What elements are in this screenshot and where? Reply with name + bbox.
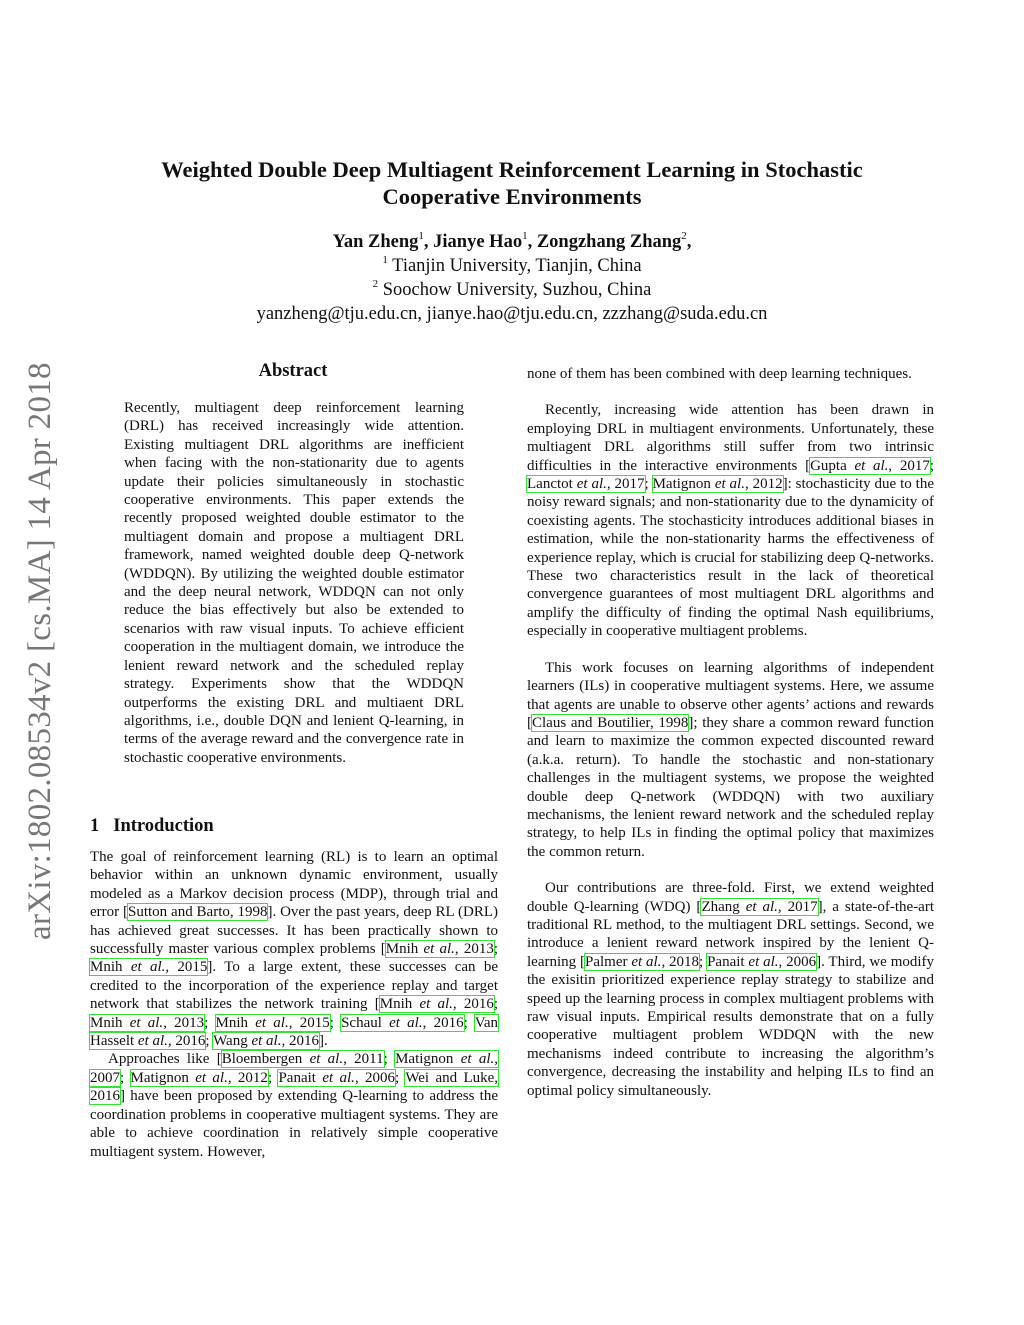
section-title: Introduction: [113, 816, 214, 836]
intro-paragraph-4: [527, 401, 934, 640]
citation-zhang[interactable]: [701, 899, 817, 915]
text-run: Recently, increasing wide attention has been drawn in employing DRL in multiagent environments. Unfortunately, these multiagent DRL algorithms still suffer from two intrinsic difficulties in the interactive environments [: [527, 402, 934, 474]
citation-year: , 2006: [354, 1069, 396, 1086]
citation-etal: et al.: [389, 1014, 423, 1031]
citation-year: , 2015: [165, 959, 208, 976]
citation-mnih-2016[interactable]: [380, 996, 494, 1012]
citation-year: , 2011: [343, 1051, 384, 1068]
affiliation-1-text: Tianjin University, Tianjin, China: [387, 256, 642, 276]
intro-paragraph-3: none of them has been combined with deep learning techniques.: [527, 366, 912, 382]
arxiv-stamp: arXiv:1802.08534v2 [cs.MA] 14 Apr 2018: [22, 362, 58, 940]
citation-author: Mnih: [215, 1014, 256, 1031]
text-run: This work focuses on learning algorithms of independent learners (ILs) in cooperative multiagent systems. Here, we assume that agents are unable to observe other agents’ actions and rewards [: [527, 659, 934, 731]
separator: ;: [493, 941, 498, 958]
separator: ;: [699, 953, 708, 970]
citation-sutton[interactable]: Sutton and Barto, 1998: [128, 904, 268, 921]
citation-author: Zhang: [701, 898, 746, 915]
citation-etal: et al.: [255, 1014, 289, 1031]
citation-year: , 2017: [888, 457, 930, 474]
citation-etal: et al.: [419, 996, 453, 1013]
citation-year: , 2017: [606, 476, 645, 493]
separator: ;: [205, 1033, 214, 1050]
citation-etal: et al.: [130, 959, 166, 976]
citation-author: Wang: [213, 1033, 252, 1050]
author-1: Yan Zheng: [332, 232, 419, 252]
citation-etal: et al.: [251, 1033, 282, 1050]
citation-author: Gupta: [810, 457, 855, 474]
citation-year: , 2018: [661, 953, 700, 970]
citation-year: , 2016: [452, 996, 494, 1013]
citation-schaul[interactable]: [341, 1015, 463, 1031]
citation-etal: et al.: [137, 1033, 168, 1050]
author-emails: yanzheng@tju.edu.cn, jianye.hao@tju.edu.cn, zzzhang@suda.edu.cn: [256, 304, 768, 324]
citation-mnih-2015[interactable]: [90, 959, 207, 975]
citation-author: Bloembergen: [221, 1051, 310, 1068]
author-list: [100, 232, 924, 253]
citation-etal: et al.: [423, 941, 455, 958]
citation-author: Matignon: [395, 1051, 461, 1068]
citation-author: Van Hasselt: [90, 1014, 499, 1050]
text-run: ]; they share a common reward function and learn to maximize the common expected discounted reward (a.k.a. return). To handle the stochastic and non-stationary challenges in the multiagent systems, we propose the weighted double deep Q-network (WDDQN) with two auxiliary mechanisms, the lenient reward network and the scheduled replay strategy, to help ILs in finding the optimal policy that maximizes the common return.: [527, 714, 934, 860]
text-run: ]. Over the past years, deep RL (DRL) has achieved great successes. It has been practically shown to successfully master various complex problems [: [90, 904, 498, 958]
paper-title: [100, 156, 924, 210]
author-tail: ,: [686, 232, 692, 252]
separator: ;: [204, 1014, 216, 1031]
citation-lanctot[interactable]: [527, 476, 645, 492]
text-run: ]. Third, we modify the exisitin prioritized experience replay strategy to stabilize and speed up the learning process in complex multiagent problems with raw visual inputs. Empirical results demonstrate that on a fully cooperative multiagent problem WDDQN with the new mechanisms indeed contribute to increasing the algorithm’s convergence, decreasing the instability and helping ILs to find an optimal policy simultaneously.: [527, 953, 935, 1099]
separator: ;: [267, 1069, 279, 1086]
citation-author: Lanctot: [527, 476, 577, 493]
text-run: ].: [318, 1033, 328, 1050]
title-line-1: Weighted Double Deep Multiagent Reinforcement Learning in Stochastic: [161, 157, 863, 182]
affiliation-1: [100, 256, 924, 277]
citation-matignon-2012[interactable]: [131, 1070, 268, 1086]
citation-etal: et al.: [309, 1051, 344, 1068]
author-3-sup: 2: [681, 230, 687, 242]
citation-claus-boutilier[interactable]: Claus and Boutilier, 1998: [532, 714, 689, 731]
citation-etal: et al.: [854, 457, 889, 474]
section-heading-introduction: [90, 816, 214, 837]
citation-palmer[interactable]: [585, 954, 699, 970]
citation-etal: et al.: [576, 476, 607, 493]
citation-year: , 2013: [454, 941, 494, 958]
title-line-2: Cooperative Environments: [382, 184, 642, 209]
citation-etal: et al.: [460, 1051, 495, 1068]
text-run: Approaches like [: [108, 1051, 222, 1068]
citation-wei-luke[interactable]: Wei and Luke, 2016: [90, 1069, 499, 1105]
citation-year: , 2017: [777, 898, 818, 915]
citation-year: , 2012: [227, 1069, 268, 1086]
citation-author: Panait: [278, 1069, 323, 1086]
citation-etal: et al.: [129, 1014, 164, 1031]
citation-author: Schaul: [341, 1014, 390, 1031]
separator: ;: [929, 457, 934, 474]
affiliation-2-sup: 2: [372, 278, 379, 290]
citation-etal: et al.: [748, 953, 779, 970]
text-run: ], a state-of-the-art traditional RL method, to the multiagent DRL settings. Second, we introduce a lenient reward network inspired by the lenient Q-learning [: [527, 898, 934, 970]
citation-author: Mnih: [385, 941, 424, 958]
abstract-heading: Abstract: [258, 361, 328, 381]
citation-mnih-2013b[interactable]: [90, 1015, 204, 1031]
author-2: , Jianye Hao: [423, 232, 523, 252]
text-run: ] have been proposed by extending Q-learning to address the coordination problems in cooperative multiagent systems. They are able to achieve coordination in relatively simple cooperative multiagent system. However,: [90, 1088, 498, 1160]
left-column: [90, 848, 498, 1161]
separator: ;: [463, 1014, 475, 1031]
citation-etal: et al.: [631, 953, 662, 970]
citation-year: , 2013: [163, 1014, 205, 1031]
intro-paragraph-5: [527, 659, 934, 861]
citation-year: , 2015: [288, 1014, 330, 1031]
citation-bloembergen[interactable]: [222, 1051, 384, 1067]
citation-etal: et al.: [322, 1069, 355, 1086]
citation-etal: et al.: [195, 1069, 228, 1086]
citation-year: , 2016: [167, 1033, 206, 1050]
text-run: ]: stochasticity due to the noisy reward signals; and non-stationarity due to the dynamicity of coexisting agents. The stochasticity introduces additional biases in estimation, while the non-stationarity harms the effectiveness of experience replay, which is crucial for stabilizing deep Q-networks. These two characteristics result in the lack of theoretical convergence guarantees of most multiagent DRL algorithms and amplify the difficulty of finding the optimal Nash equilibriums, especially in cooperative multiagent problems.: [527, 476, 934, 640]
citation-gupta[interactable]: [810, 458, 930, 474]
abstract-body: Recently, multiagent deep reinforcement learning (DRL) has received increasingly wide attention. Existing multiagent DRL algorithms are inefficient when facing with the non-stationarity due to agents update their policies simultaneously in stochastic cooperative environments. This paper extends the recently proposed weighted double estimator to the multiagent domain and propose a multiagent DRL framework, named weighted double deep Q-network (WDDQN). By utilizing the weighted double estimator and the deep neural network, WDDQN can not only reduce the bias effectively but also be extended to scenarios with raw visual inputs. To achieve efficient cooperation in the multiagent domain, we introduce the lenient reward network and the scheduled replay strategy. Experiments show that the WDDQN outperforms the existing DRL and multiaent DRL algorithms, i.e., double DQN and lenient Q-learning, in terms of the average reward and the convergence rate in stochastic cooperative environments.: [124, 400, 464, 766]
citation-author: Palmer: [585, 953, 632, 970]
separator: ;: [395, 1069, 406, 1086]
citation-panait-2006-right[interactable]: [707, 954, 816, 970]
separator: ;: [644, 476, 653, 493]
text-run: The goal of reinforcement learning (RL) is to learn an optimal behavior within an unknown dynamic environment, usually modeled as a Markov decision process (MDP), through trial and error [: [90, 849, 498, 921]
citation-matignon-2012-right[interactable]: [653, 476, 783, 492]
citation-year: , 2016: [281, 1033, 319, 1050]
section-number: 1: [90, 816, 100, 836]
citation-year: , 2006: [778, 953, 817, 970]
citation-year: , 2007: [90, 1051, 498, 1086]
author-3: , Zongzhang Zhang: [527, 232, 682, 252]
citation-mnih-2015b[interactable]: [216, 1015, 330, 1031]
affiliation-1-sup: 1: [382, 254, 388, 266]
citation-mnih-2013[interactable]: [386, 941, 494, 957]
citation-author: Mnih: [379, 996, 420, 1013]
separator: ;: [120, 1069, 131, 1086]
citation-etal: et al.: [745, 898, 778, 915]
citation-panait-2006[interactable]: [278, 1070, 395, 1086]
text-run: ]. To a large extent, these successes can be credited to the incorporation of the experience replay and target network that stabilizes the network training [: [90, 959, 498, 1013]
citation-author: Mnih: [90, 1014, 130, 1031]
right-column: [527, 365, 934, 1100]
citation-author: Panait: [707, 953, 749, 970]
affiliation-2-text: Soochow University, Suzhou, China: [378, 280, 652, 300]
citation-wang[interactable]: [213, 1033, 319, 1049]
citation-year: , 2012: [744, 476, 783, 493]
intro-paragraph-2: [90, 1050, 498, 1160]
citation-author: Mnih: [90, 959, 131, 976]
citation-etal: et al.: [714, 476, 745, 493]
separator: ;: [493, 996, 499, 1013]
affiliation-2: [100, 280, 924, 301]
citation-author: Matignon: [652, 476, 715, 493]
separator: ;: [329, 1014, 342, 1031]
citation-author: Matignon: [130, 1069, 196, 1086]
author-1-sup: 1: [418, 230, 424, 242]
text-run: Our contributions are three-fold. First, we extend weighted double Q-learning (WDQ) [: [527, 880, 934, 915]
author-2-sup: 1: [522, 230, 528, 242]
intro-paragraph-1: [90, 848, 498, 1050]
intro-paragraph-6: [527, 879, 934, 1100]
citation-year: , 2016: [422, 1014, 464, 1031]
separator: ;: [383, 1051, 396, 1068]
